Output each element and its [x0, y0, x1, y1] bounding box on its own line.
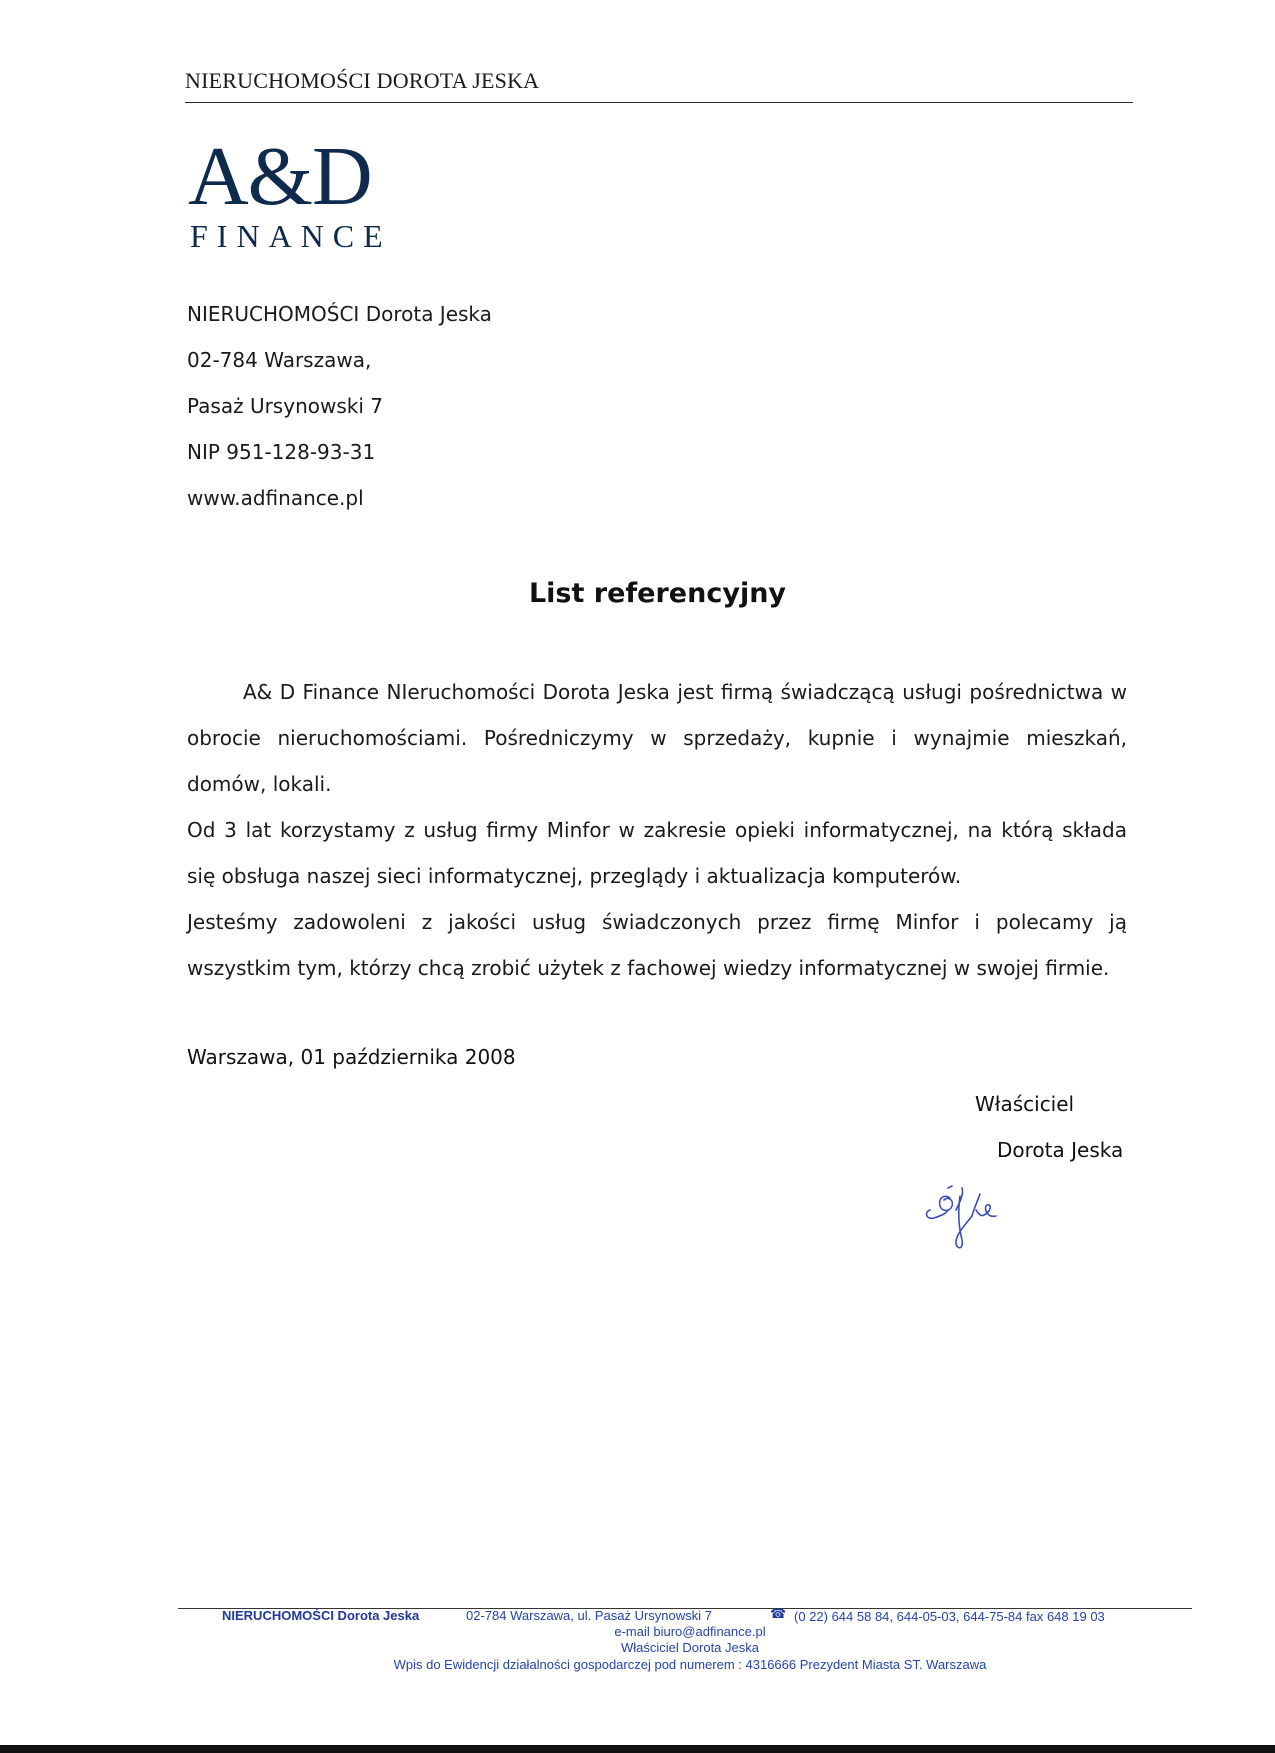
signatory-role: Właściciel: [975, 1092, 1075, 1116]
phone-icon: ☎: [770, 1607, 787, 1622]
body-line: Jesteśmy zadowoleni z jakości usług świadczonych przez firmę Minfor i polecamy ją: [187, 910, 1127, 934]
footer-owner: Właściciel Dorota Jeska: [621, 1640, 759, 1655]
body-line: A& D Finance NIeruchomości Dorota Jeska jest firmą świadczącą usługi pośrednictwa w: [243, 680, 1127, 704]
footer-registration: Wpis do Ewidencji działalności gospodarczej pod numerem : 4316666 Prezydent Miasta ST. Warszawa: [393, 1657, 987, 1672]
logo-monogram: A&D: [188, 130, 372, 223]
body-line: domów, lokali.: [187, 772, 332, 796]
handwritten-signature: [918, 1180, 1038, 1260]
body-line: się obsługa naszej sieci informatycznej, przeglądy i aktualizacja komputerów.: [187, 864, 962, 888]
body-line: obrocie nieruchomościami. Pośredniczymy w sprzedaży, kupnie i wynajmie mieszkań,: [187, 726, 1127, 750]
footer-address: 02-784 Warszawa, ul. Pasaż Ursynowski 7: [466, 1608, 712, 1623]
header-divider: [185, 102, 1133, 103]
footer-email: e-mail biuro@adfinance.pl: [614, 1624, 766, 1639]
scan-edge-bar: [0, 1745, 1275, 1753]
footer-phone: (0 22) 644 58 84, 644-05-03, 644-75-84 fax 648 19 03: [794, 1609, 1105, 1624]
body-line: wszystkim tym, którzy chcą zrobić użytek z fachowej wiedzy informatycznej w swojej firmie.: [187, 956, 1110, 980]
address-website: www.adfinance.pl: [187, 486, 364, 510]
body-line: Od 3 lat korzystamy z usług firmy Minfor w zakresie opieki informatycznej, na którą składa: [187, 818, 1127, 842]
address-city: 02-784 Warszawa,: [187, 348, 372, 372]
letter-date: Warszawa, 01 października 2008: [187, 1045, 516, 1069]
company-logo: [188, 130, 392, 256]
letterhead-title: NIERUCHOMOŚCI DOROTA JESKA: [185, 68, 540, 93]
letter-title: List referencyjny: [528, 578, 787, 609]
address-company-name: NIERUCHOMOŚCI Dorota Jeska: [187, 302, 492, 326]
footer-company-name: NIERUCHOMOŚCI Dorota Jeska: [222, 1608, 420, 1623]
logo-wordmark: FINANCE: [190, 218, 392, 254]
address-street: Pasaż Ursynowski 7: [187, 394, 383, 418]
address-nip: NIP 951-128-93-31: [187, 440, 376, 464]
signatory-name: Dorota Jeska: [997, 1138, 1124, 1162]
